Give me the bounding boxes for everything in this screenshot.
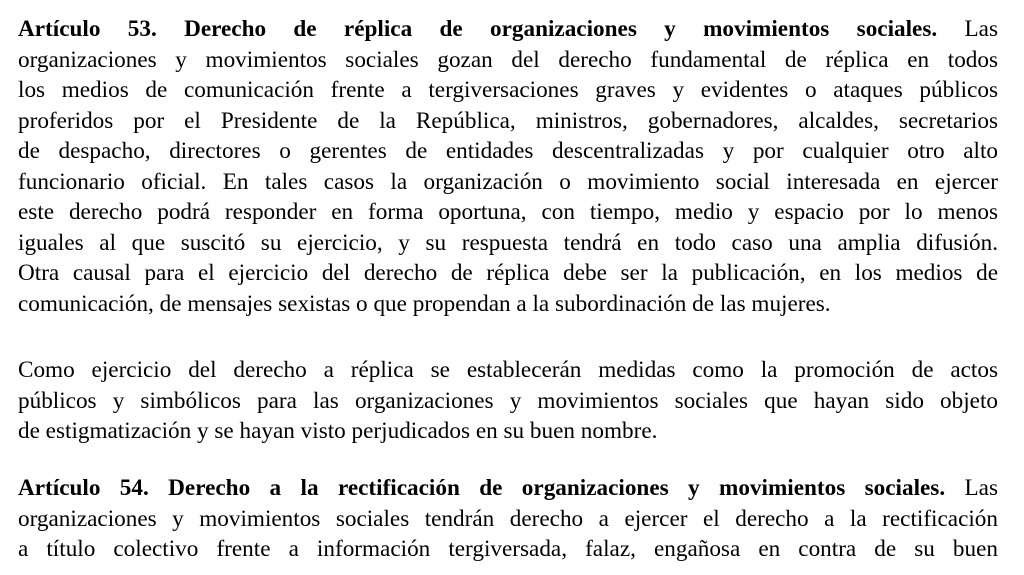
article-54-first-line (18, 473, 998, 504)
article-53-line: organizaciones y movimientos sociales gozan del derecho fundamental de réplica en todos (18, 46, 998, 73)
article-53-heading: Artículo 53. Derecho de réplica de organizaciones y movimientos sociales. (18, 16, 938, 42)
article-53-text: Las (964, 16, 998, 42)
paragraph-replica-measures (18, 355, 998, 447)
article-54 (18, 473, 998, 565)
article-53-line: de despacho, directores o gerentes de entidades descentralizadas y por cualquier otro alto (18, 138, 998, 164)
article-54-text: Las (964, 475, 998, 501)
article-53-line: proferidos por el Presidente de la República, ministros, gobernadores, alcaldes, secretarios (18, 107, 998, 134)
article-54-heading: Artículo 54. Derecho a la rectificación de organizaciones y movimientos sociales. (18, 475, 946, 501)
article-53 (18, 14, 998, 319)
article-54-line: a título colectivo frente a información tergiversada, falaz, engañosa en contra de su buen (18, 536, 998, 562)
article-53-line: los medios de comunicación frente a tergiversaciones graves y evidentes o ataques públicos (18, 77, 998, 103)
article-53-first-line (18, 14, 998, 45)
paragraph-line: públicos y simbólicos para las organizaciones y movimientos sociales que hayan sido objeto (18, 387, 998, 414)
article-54-line: organizaciones y movimientos sociales tendrán derecho a ejercer el derecho a la rectificación (18, 505, 998, 532)
paragraph-line: Como ejercicio del derecho a réplica se establecerán medidas como la promoción de actos (18, 357, 998, 383)
article-53-line: este derecho podrá responder en forma oportuna, con tiempo, medio y espacio por lo menos (18, 199, 998, 225)
article-53-line: iguales al que suscitó su ejercicio, y su respuesta tendrá en todo caso una amplia difusión. (18, 229, 998, 256)
article-53-line: Otra causal para el ejercicio del derecho de réplica debe ser la publicación, en los medios de (18, 260, 998, 286)
paragraph-line: de estigmatización y se hayan visto perjudicados en su buen nombre. (18, 418, 658, 444)
article-53-line: funcionario oficial. En tales casos la organización o movimiento social interesada en ejercer (18, 168, 998, 195)
article-53-line: comunicación, de mensajes sexistas o que propendan a la subordinación de las mujeres. (18, 290, 831, 317)
